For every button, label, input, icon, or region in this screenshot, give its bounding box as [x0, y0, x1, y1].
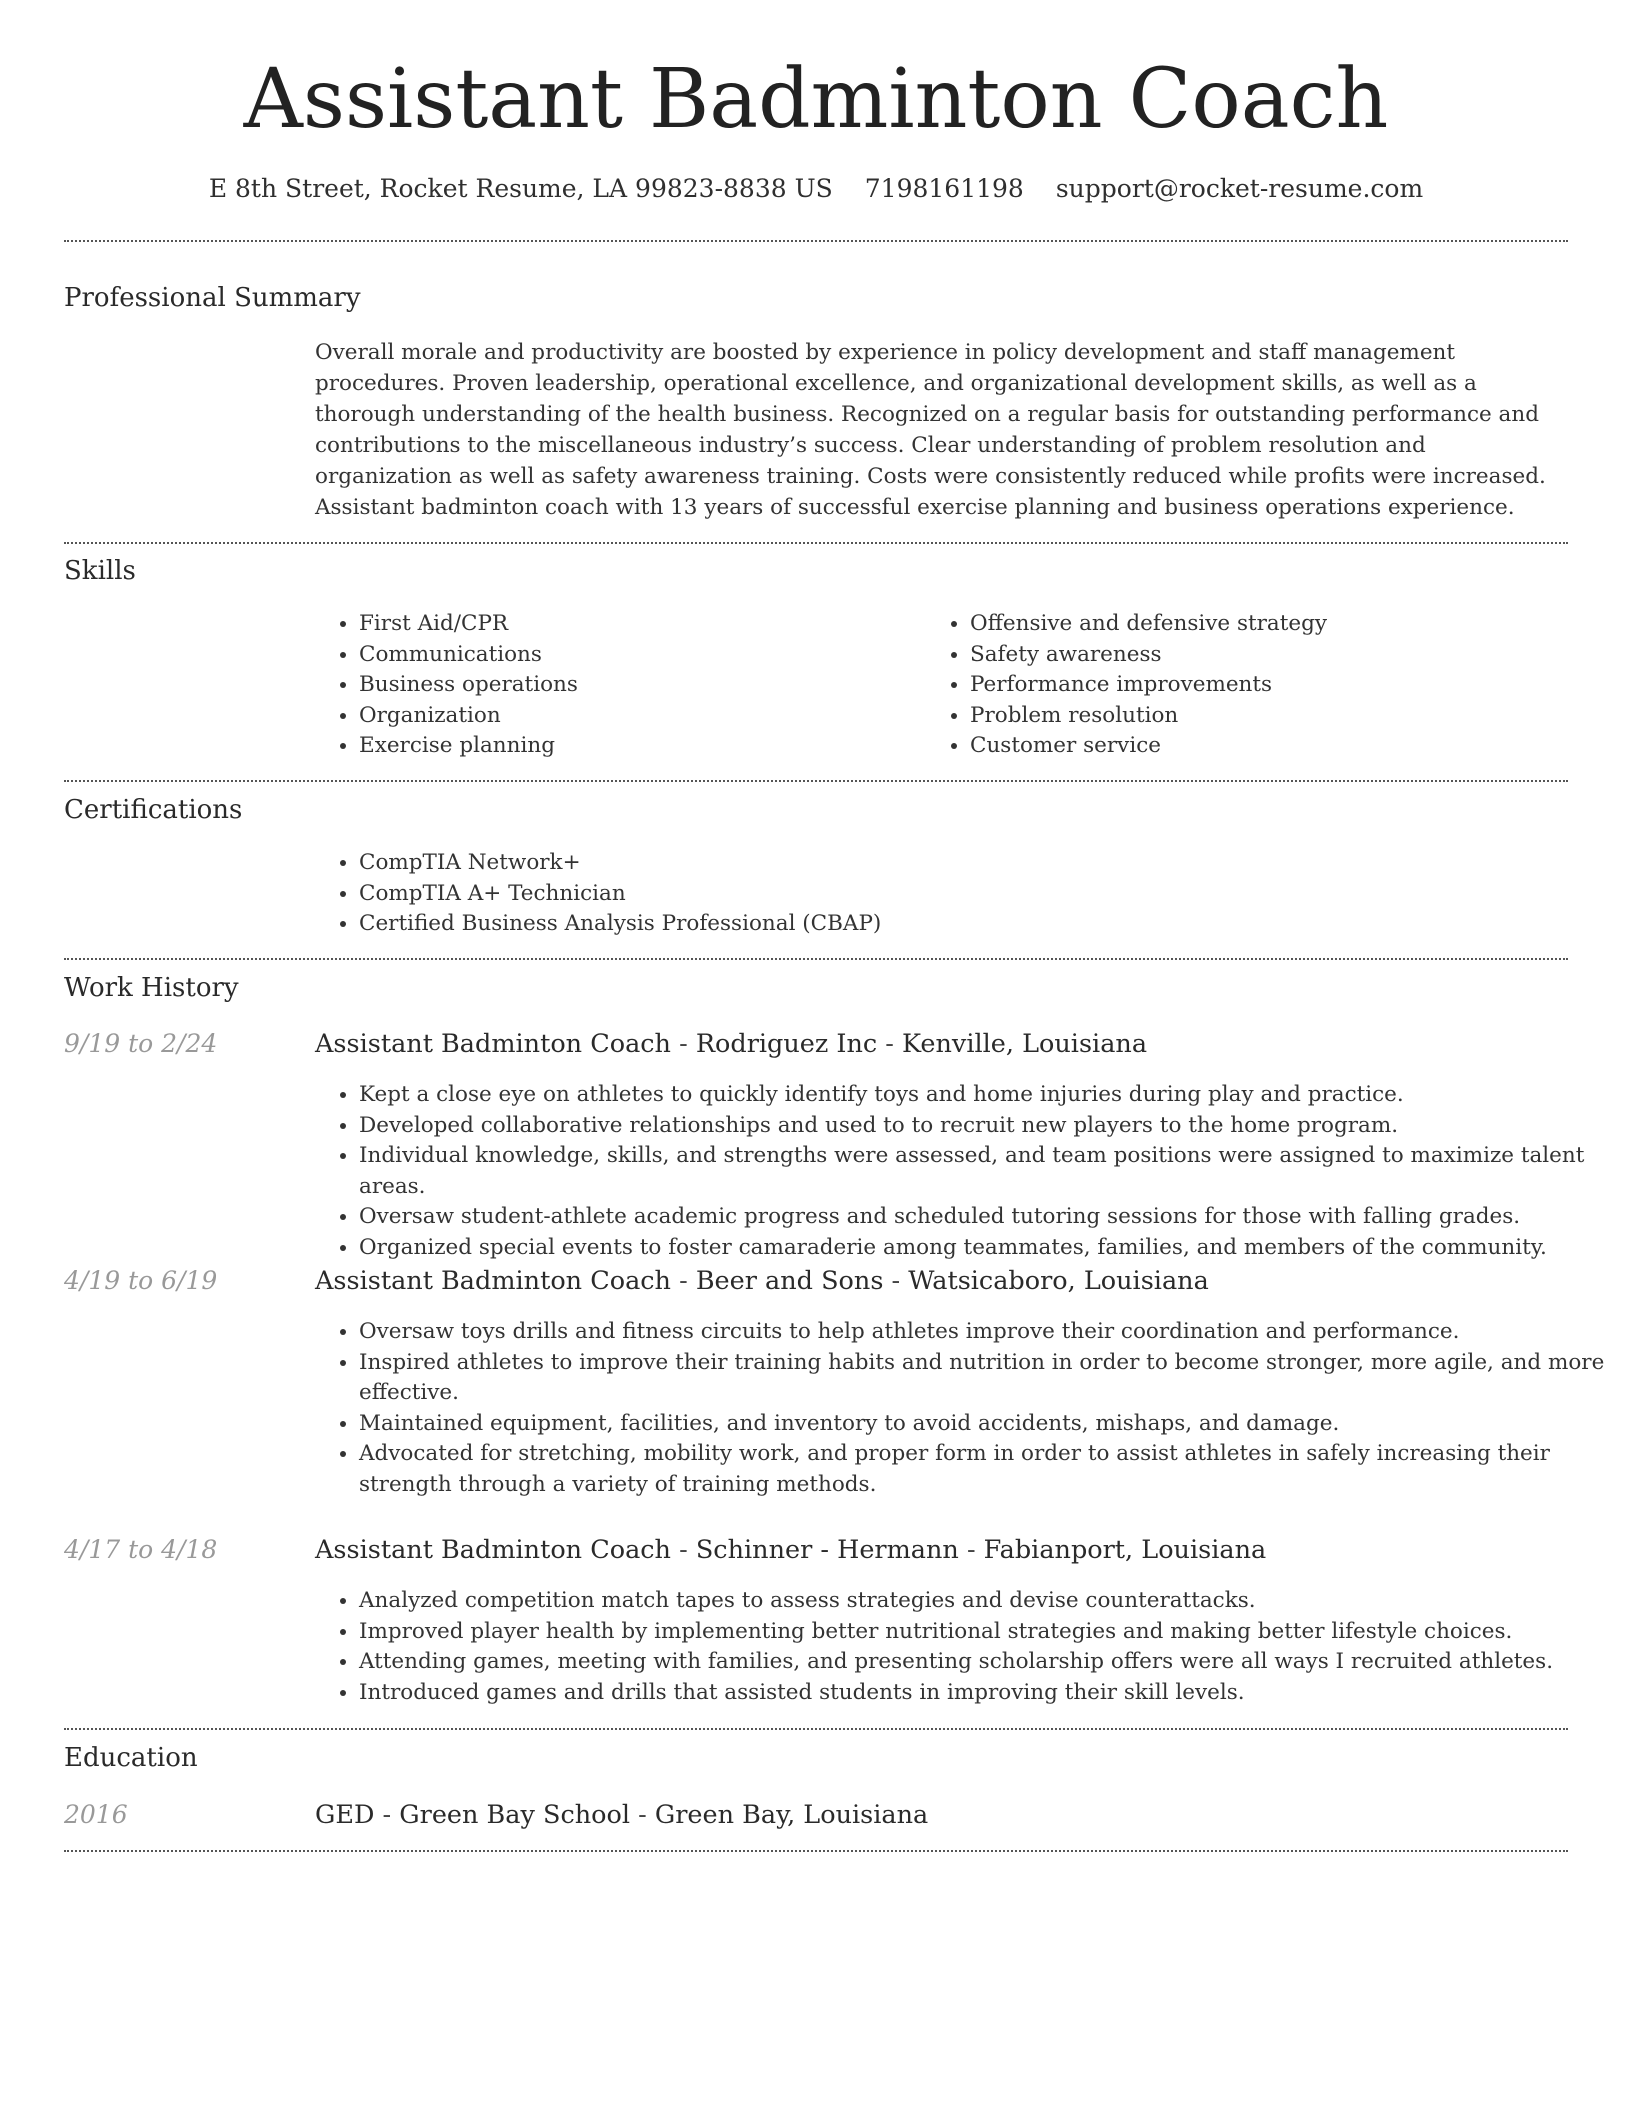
job-role: Assistant Badminton Coach — [315, 1029, 671, 1059]
job-location: Fabianport, Louisiana — [983, 1535, 1267, 1565]
section-title-summary: Professional Summary — [64, 283, 361, 313]
job-location: Kenville, Louisiana — [902, 1029, 1148, 1059]
section-title-certifications: Certifications — [64, 795, 243, 825]
job-bullets — [315, 1317, 1612, 1500]
skill-item: • First Aid/CPR — [359, 609, 919, 640]
section-title-education: Education — [64, 1743, 198, 1773]
contact-line — [0, 170, 1632, 208]
divider — [64, 1728, 1568, 1730]
skill-item: • Customer service — [970, 731, 1590, 762]
job-heading: Assistant Badminton Coach - Beer and Sons - Watsicaboro, Louisiana — [315, 1266, 1209, 1296]
job-heading: Assistant Badminton Coach - Schinner - Hermann - Fabianport, Louisiana — [315, 1535, 1267, 1565]
job-dates: 4/17 to 4/18 — [64, 1535, 218, 1564]
candidate-name: Assistant Badminton Coach — [243, 52, 1389, 147]
job-location: Watsicaboro, Louisiana — [908, 1266, 1209, 1296]
job-bullet: • Individual knowledge, skills, and strengths were assessed, and team positions were assigned to maximize talent areas. — [359, 1141, 1612, 1202]
job-bullet: • Advocated for stretching, mobility work, and proper form in order to assist athletes in safely increasing their strength through a variety of training methods. — [359, 1439, 1612, 1500]
skills-list-right — [926, 609, 1590, 762]
job-bullet: • Improved player health by implementing better nutritional strategies and making better lifestyle choices. — [359, 1617, 1612, 1648]
job-bullet: • Organized special events to foster camaraderie among teammates, families, and members of the community. — [359, 1233, 1612, 1264]
contact-email: support@rocket-resume.com — [1055, 174, 1424, 203]
contact-address: E 8th Street, Rocket Resume, LA 99823-8838 US — [208, 174, 833, 203]
job-bullet: • Inspired athletes to improve their training habits and nutrition in order to become stronger, more agile, and more effective. — [359, 1348, 1612, 1409]
certifications-list — [315, 848, 1559, 940]
certification-item: • CompTIA A+ Technician — [359, 879, 1559, 910]
job-bullet: • Analyzed competition match tapes to assess strategies and devise counterattacks. — [359, 1586, 1612, 1617]
job-heading: Assistant Badminton Coach - Rodriguez Inc - Kenville, Louisiana — [315, 1029, 1148, 1059]
skill-item: • Business operations — [359, 670, 919, 701]
skill-item: • Problem resolution — [970, 701, 1590, 732]
summary-text: Overall morale and productivity are boosted by experience in policy development and staff management procedures. Proven leadership, operational excellence, and organizational development skills, as well as a thorough understanding of the health business. Recognized on a regular basis for outstanding performance and contributions to the miscellaneous industry’s success. Clear understanding of problem resolution and organization as well as safety awareness training. Costs were consistently reduced while profits were increased. Assistant badminton coach with 13 years of successful exercise planning and business operations experience. — [315, 340, 1546, 520]
certification-item: • Certified Business Analysis Professional (CBAP) — [359, 909, 1559, 940]
job-bullet: • Introduced games and drills that assisted students in improving their skill levels. — [359, 1678, 1612, 1709]
job-bullet: • Developed collaborative relationships and used to to recruit new players to the home program. — [359, 1111, 1612, 1142]
skill-item: • Safety awareness — [970, 640, 1590, 671]
skill-item: • Performance improvements — [970, 670, 1590, 701]
skill-item: • Exercise planning — [359, 731, 919, 762]
education-location: Green Bay, Louisiana — [654, 1800, 929, 1830]
education-degree: GED — [315, 1800, 375, 1830]
job-company: Beer and Sons — [695, 1266, 884, 1296]
job-dates: 9/19 to 2/24 — [64, 1029, 218, 1058]
education-heading: GED - Green Bay School - Green Bay, Louisiana — [315, 1800, 929, 1830]
divider — [64, 780, 1568, 782]
skill-item: • Offensive and defensive strategy — [970, 609, 1590, 640]
divider — [64, 542, 1568, 544]
job-bullets — [315, 1586, 1612, 1708]
job-bullet: • Oversaw toys drills and fitness circuits to help athletes improve their coordination and performance. — [359, 1317, 1612, 1348]
job-role: Assistant Badminton Coach — [315, 1535, 671, 1565]
skill-item: • Organization — [359, 701, 919, 732]
section-title-work-history: Work History — [64, 973, 239, 1003]
certification-item: • CompTIA Network+ — [359, 848, 1559, 879]
job-company: Schinner - Hermann — [695, 1535, 959, 1565]
job-bullet: • Maintained equipment, facilities, and inventory to avoid accidents, mishaps, and damage. — [359, 1409, 1612, 1440]
skills-list-left — [315, 609, 919, 762]
section-title-skills: Skills — [64, 556, 136, 586]
job-role: Assistant Badminton Coach — [315, 1266, 671, 1296]
job-bullet: • Oversaw student-athlete academic progress and scheduled tutoring sessions for those with falling grades. — [359, 1202, 1612, 1233]
contact-phone: 7198161198 — [864, 174, 1024, 203]
job-bullet: • Attending games, meeting with families, and presenting scholarship offers were all ways I recruited athletes. — [359, 1647, 1612, 1678]
divider — [64, 1850, 1568, 1852]
education-school: Green Bay School — [399, 1800, 631, 1830]
job-bullets — [315, 1080, 1612, 1263]
job-company: Rodriguez Inc — [695, 1029, 878, 1059]
divider — [64, 958, 1568, 960]
job-dates: 4/19 to 6/19 — [64, 1266, 218, 1295]
job-bullet: • Kept a close eye on athletes to quickly identify toys and home injuries during play and practice. — [359, 1080, 1612, 1111]
divider — [64, 240, 1568, 242]
skill-item: • Communications — [359, 640, 919, 671]
education-year: 2016 — [64, 1800, 128, 1829]
